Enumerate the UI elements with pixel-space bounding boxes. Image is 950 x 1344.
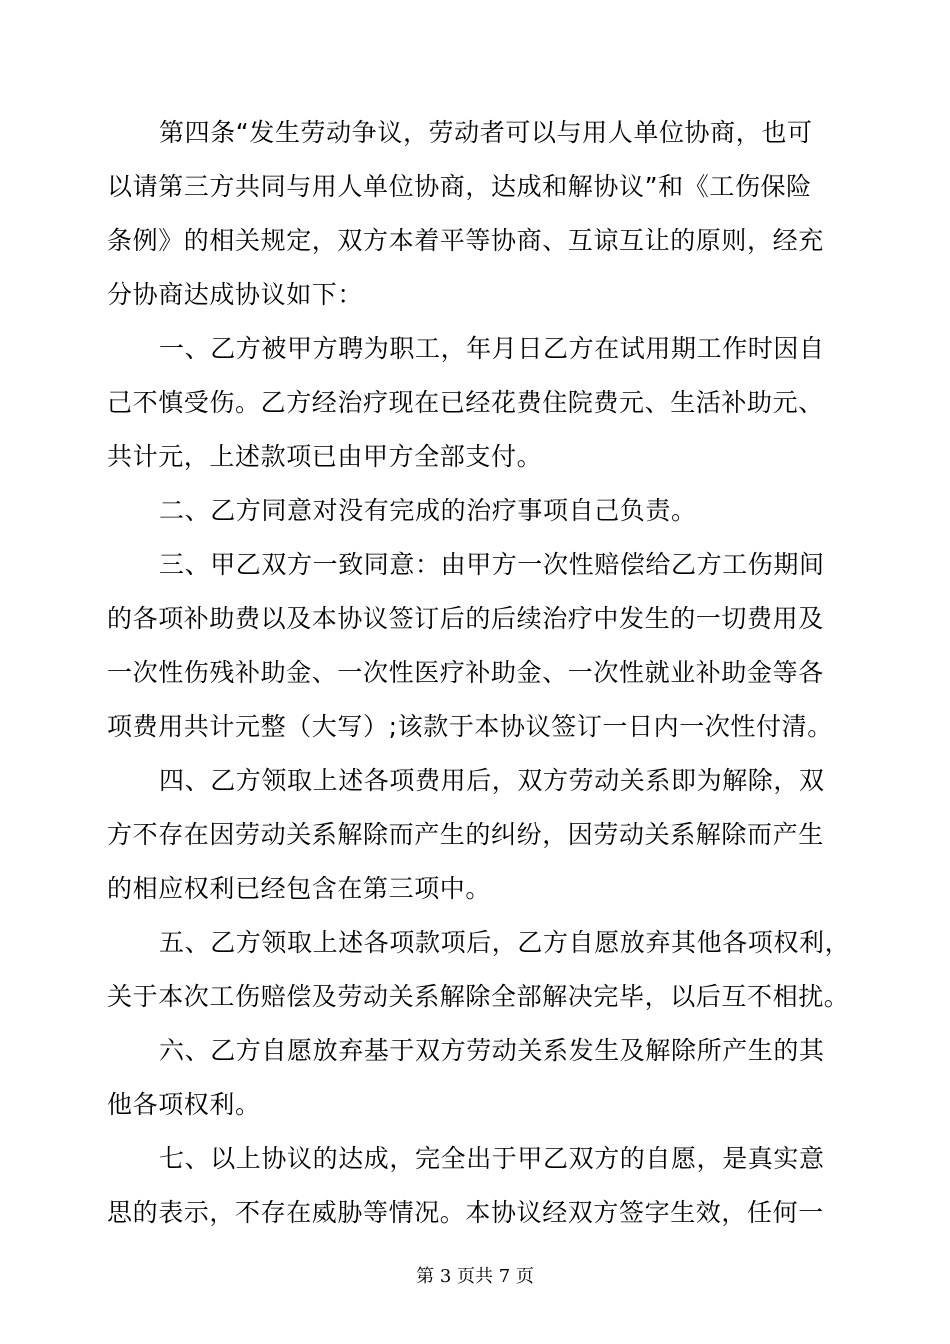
text-line: 一次性伤残补助金、一次性医疗补助金、一次性就业补助金等各 [107,658,824,687]
text-line: 共计元，上述款项已由甲方全部支付。 [107,442,543,471]
text-line: 二、乙方同意对没有完成的治疗事项自己负责。 [159,496,697,525]
text-line: 三、甲乙双方一致同意：由甲方一次性赔偿给乙方工伤期间 [159,550,825,579]
text-line: 五、乙方领取上述各项款项后，乙方自愿放弃其他各项权利， [159,928,851,957]
text-line: 以请第三方共同与用人单位协商，达成和解协议”和《工伤保险 [107,172,812,201]
text-line: 七、以上协议的达成，完全出于甲乙双方的自愿，是真实意 [159,1144,825,1173]
text-line: 己不慎受伤。乙方经治疗现在已经花费住院费元、生活补助元、 [107,388,824,417]
text-line: 的各项补助费以及本协议签订后的后续治疗中发生的一切费用及 [107,604,824,633]
text-line: 一、乙方被甲方聘为职工，年月日乙方在试用期工作时因自 [159,334,825,363]
text-line: 他各项权利。 [107,1090,261,1119]
text-line: 四、乙方领取上述各项费用后，双方劳动关系即为解除，双 [159,766,825,795]
text-line: 关于本次工伤赔偿及劳动关系解除全部解决完毕，以后互不相扰。 [107,982,850,1011]
text-line: 项费用共计元整（大写）;该款于本协议签订一日内一次性付清。 [107,712,833,741]
text-line: 条例》的相关规定，双方本着平等协商、互谅互让的原则，经充 [107,226,824,255]
page-number: 第 3 页共 7 页 [416,1266,534,1287]
text-line: 第四条“发生劳动争议，劳动者可以与用人单位协商，也可 [159,118,813,147]
text-line: 分协商达成协议如下： [107,280,364,309]
text-line: 思的表示，不存在威胁等情况。本协议经双方签字生效，任何一 [107,1198,824,1227]
text-line: 六、乙方自愿放弃基于双方劳动关系发生及解除所产生的其 [159,1036,825,1065]
text-line: 方不存在因劳动关系解除而产生的纠纷，因劳动关系解除而产生 [107,820,824,849]
text-line: 的相应权利已经包含在第三项中。 [107,874,492,903]
